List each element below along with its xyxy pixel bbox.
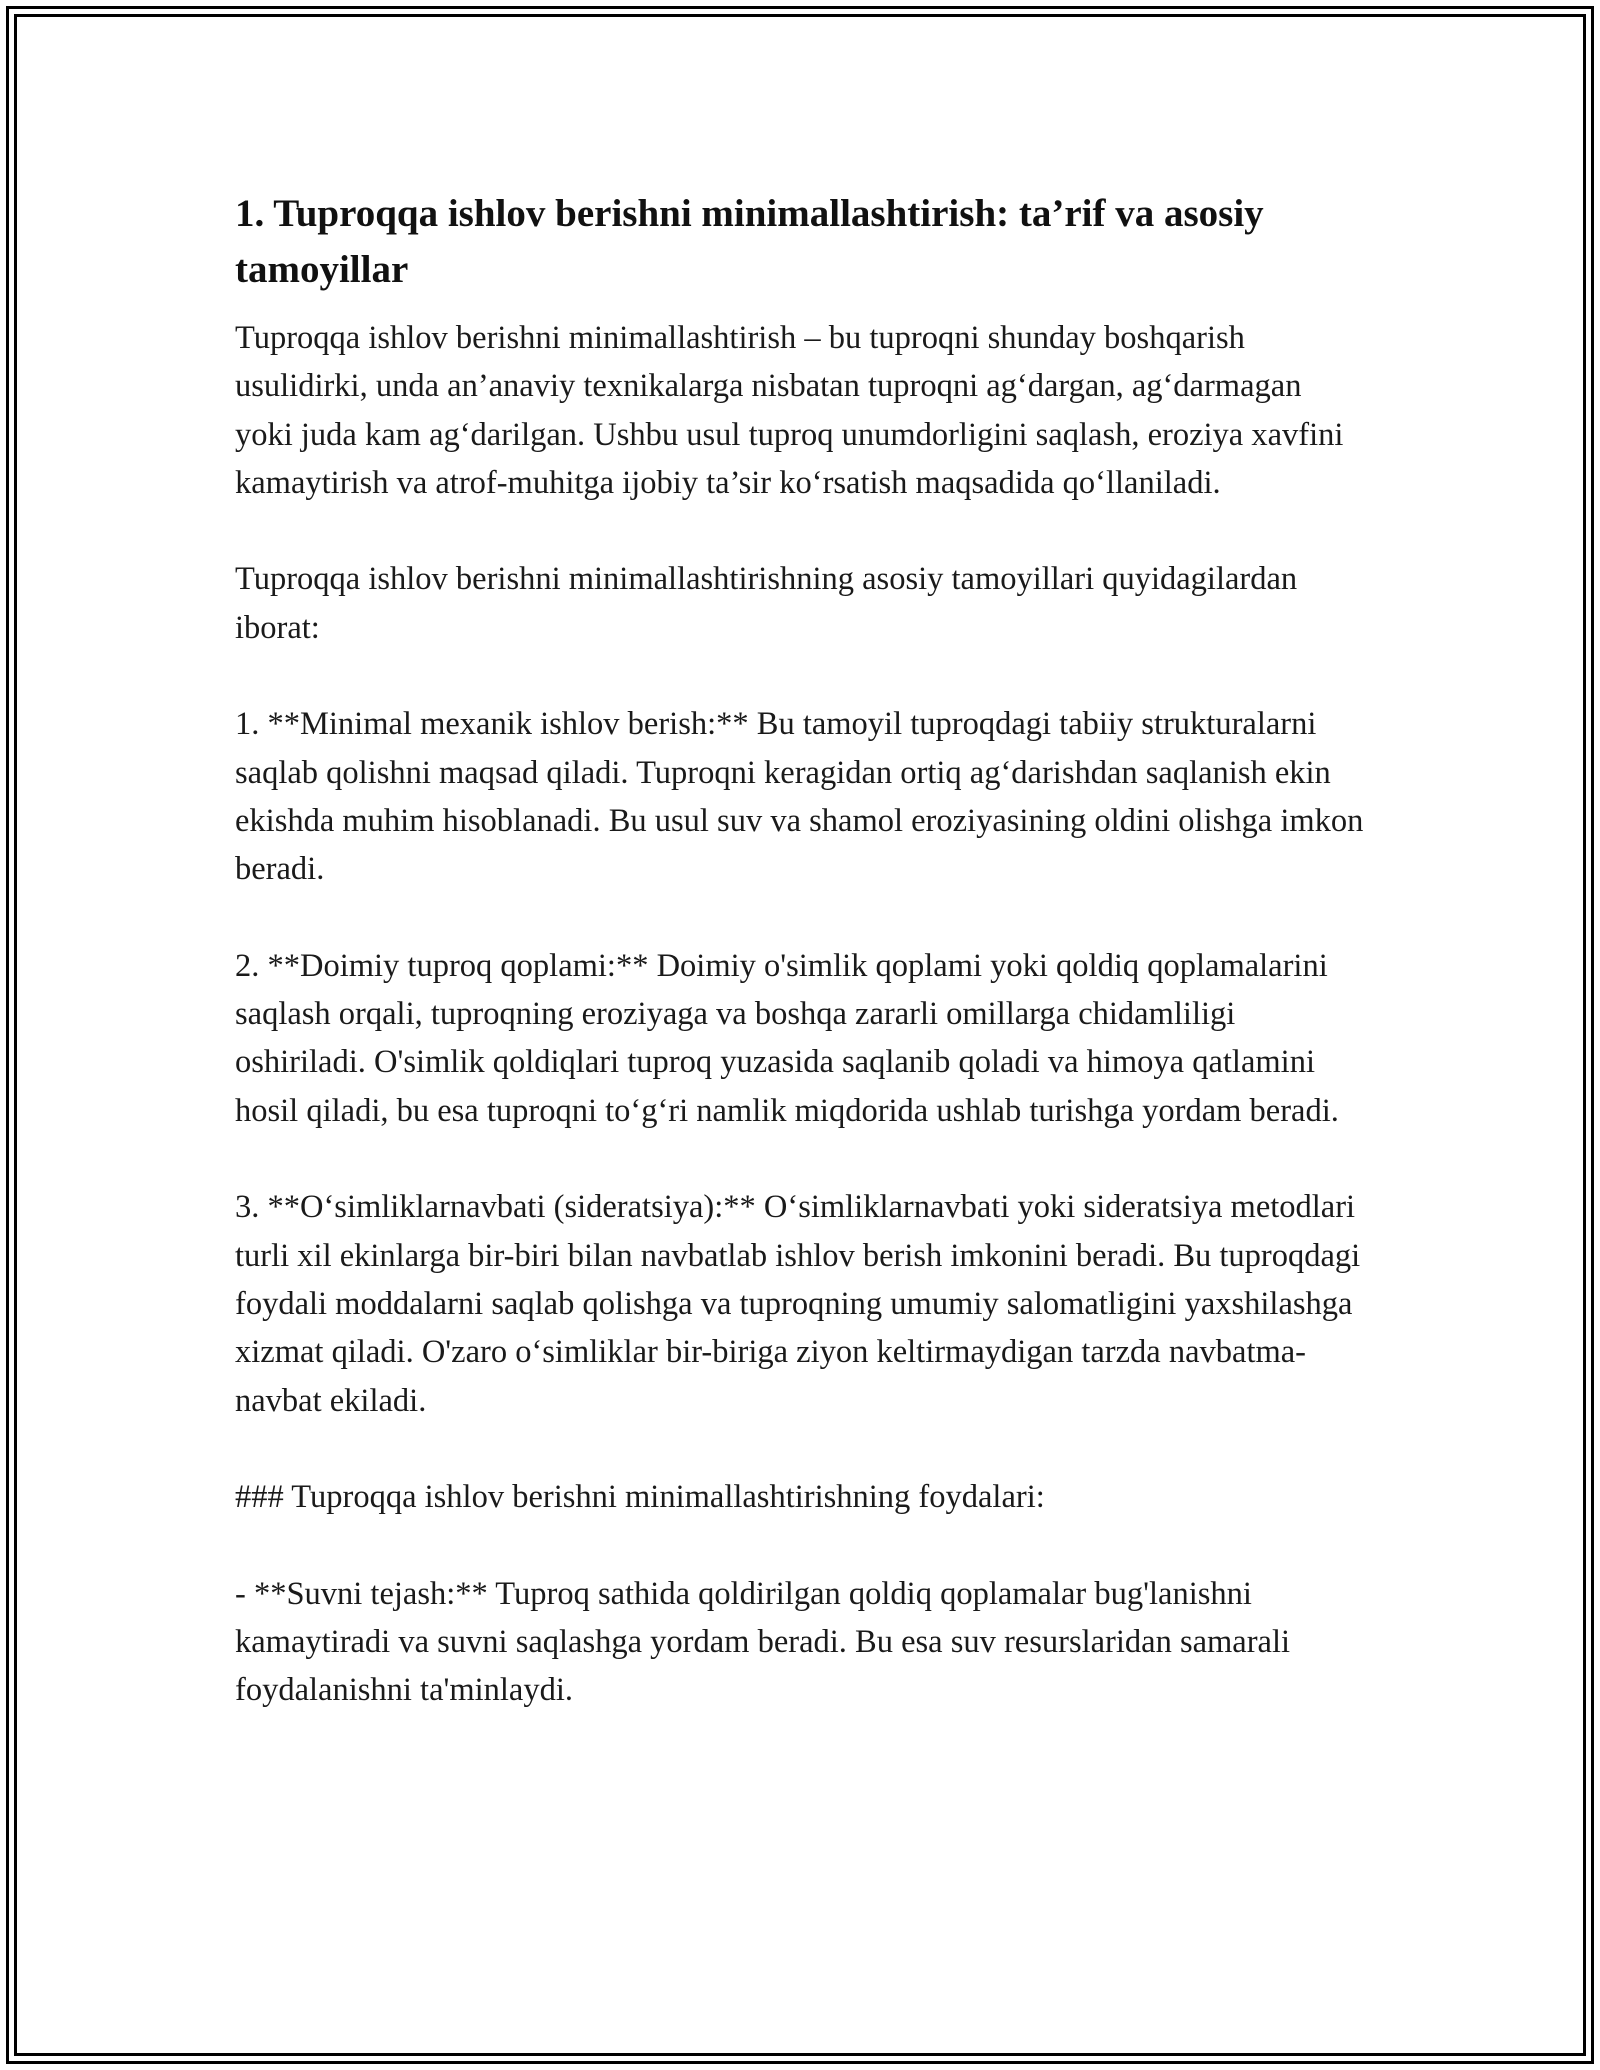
paragraph-benefit-water: - **Suvni tejash:** Tuproq sathida qoldirilgan qoldiq qoplamalar bug'lanishni kamaytiradi va suvni saqlashga yordam beradi. Bu esa suv resurslaridan samarali foydalanishni ta'minlaydi. <box>235 1575 1291 1709</box>
paragraph-principle-3: 3. **O‘simliklarnavbati (sideratsiya):** O‘simliklarnavbati yoki sideratsiya metodlari turli xil ekinlarga bir-biri bilan navbatlab ishlov berish imkonini beradi. Bu tuproqdagi foydali moddalarni saqlab qolishga va tuproqning umumiy salomatligini yaxshilashga xizmat qiladi. O'zaro o‘simliklar bir-biriga ziyon keltirmaydigan tarzda navbatma-navbat ekiladi. <box>235 1189 1361 1419</box>
paragraph-definition: Tuproqqa ishlov berishni minimallashtirish – bu tuproqni shunday boshqarish usulidirki, unda an’anaviy texnikalarga nisbatan tuproqni ag‘dargan, ag‘darmagan yoki juda kam ag‘darilgan. Ushbu usul tuproq unumdorligini saqlash, eroziya xavfini kamaytirish va atrof-muhitga ijobiy ta’sir ko‘rsatish maqsadida qo‘llaniladi. <box>235 320 1344 501</box>
document-body <box>235 186 1365 1763</box>
paragraph-principles-intro: Tuproqqa ishlov berishni minimallashtirishning asosiy tamoyillari quyidagilardan iborat: <box>235 561 1298 646</box>
paragraph-principle-2: 2. **Doimiy tuproq qoplami:** Doimiy o'simlik qoplami yoki qoldiq qoplamalarini saqlash orqali, tuproqning eroziyaga va boshqa zararli omillarga chidamliligi oshiriladi. O'simlik qoldiqlari tuproq yuzasida saqlanib qoladi va himoya qatlamini hosil qiladi, bu esa tuproqni to‘g‘ri namlik miqdorida ushlab turishga yordam beradi. <box>235 947 1339 1129</box>
paragraph-principle-1: 1. **Minimal mexanik ishlov berish:** Bu tamoyil tuproqdagi tabiiy strukturalarni saqlab qolishni maqsad qiladi. Tuproqni keragidan ortiq ag‘darishdan saqlanish ekin ekishda muhim hisoblanadi. Bu usul suv va shamol eroziyasining oldini olishga imkon beradi. <box>235 706 1364 888</box>
document-title: 1. Tuproqqa ishlov berishni minimallashtirish: ta’rif va asosiy tamoyillar <box>235 192 1264 291</box>
paragraph-benefits-heading: ### Tuproqqa ishlov berishni minimallashtirishning foydalari: <box>235 1479 1045 1516</box>
